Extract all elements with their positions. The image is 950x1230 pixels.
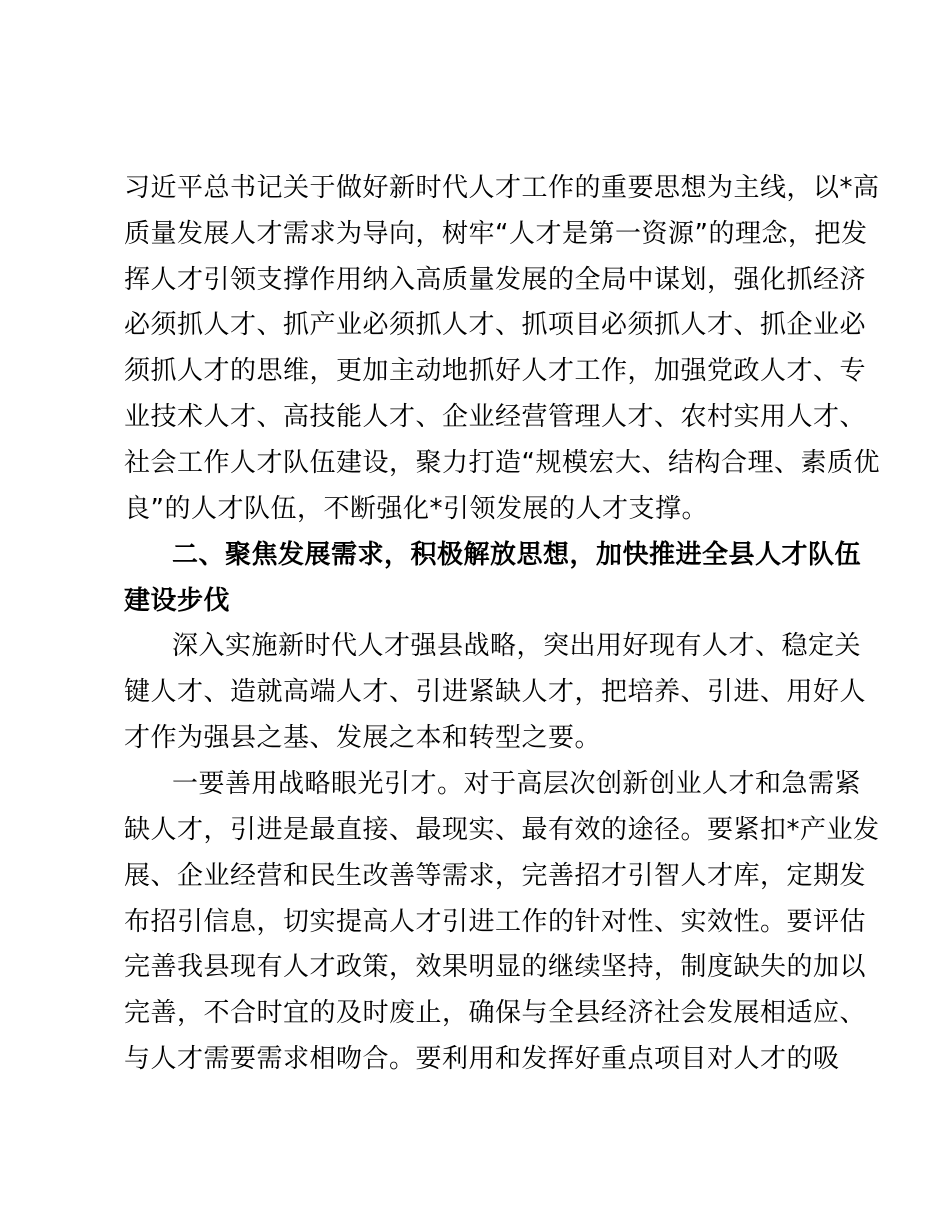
text-line: 社会工作人才队伍建设，聚力打造“规模宏大、结构合理、素质优	[124, 448, 880, 478]
text-line: 习近平总书记关于做好新时代人才工作的重要思想为主线，以*高	[124, 173, 880, 203]
section-heading-continued: 建设步伐	[124, 586, 231, 616]
text-line: 与人才需要需求相吻合。要利用和发挥好重点项目对人才的吸	[124, 1044, 840, 1074]
section-heading: 二、聚焦发展需求，积极解放思想，加快推进全县人才队伍	[172, 540, 862, 570]
text-line: 展、企业经营和民生改善等需求，完善招才引智人才库，定期发	[124, 861, 867, 891]
text-line: 完善我县现有人才政策，效果明显的继续坚持，制度缺失的加以	[124, 952, 867, 982]
text-line: 完善，不合时宜的及时废止，确保与全县经济社会发展相适应、	[124, 998, 867, 1028]
text-line: 业技术人才、高技能人才、企业经营管理人才、农村实用人才、	[124, 402, 867, 432]
text-line: 须抓人才的思维，更加主动地抓好人才工作，加强党政人才、专	[124, 356, 867, 386]
text-line: 布招引信息，切实提高人才引进工作的针对性、实效性。要评估	[124, 907, 867, 937]
text-line: 挥人才引领支撑作用纳入高质量发展的全局中谋划，强化抓经济	[124, 265, 867, 295]
paragraph-start: 深入实施新时代人才强县战略，突出用好现有人才、稳定关	[172, 631, 862, 661]
text-line: 键人才、造就高端人才、引进紧缺人才，把培养、引进、用好人	[124, 677, 867, 707]
text-line: 缺人才，引进是最直接、最现实、最有效的途径。要紧扣*产业发	[124, 815, 880, 845]
paragraph-start: 一要善用战略眼光引才。对于高层次创新创业人才和急需紧	[172, 769, 862, 799]
text-line: 必须抓人才、抓产业必须抓人才、抓项目必须抓人才、抓企业必	[124, 310, 867, 340]
text-line: 质量发展人才需求为导向，树牢“人才是第一资源”的理念，把发	[124, 219, 868, 249]
text-line: 才作为强县之基、发展之本和转型之要。	[124, 723, 602, 753]
text-line: 良”的人才队伍，不断强化*引领发展的人才支撑。	[124, 494, 708, 524]
